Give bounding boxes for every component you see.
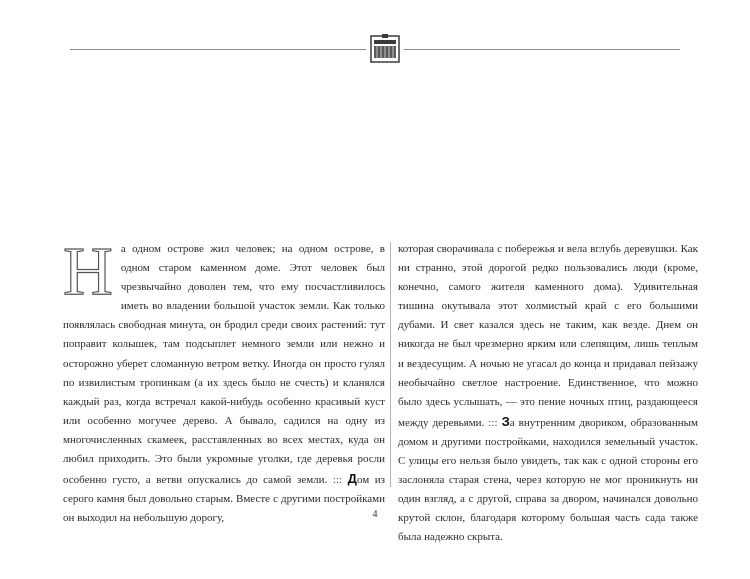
left-paragraph-text-2: ом из серого камня был довольно старым. Вместе с другими постройками он выходил на небольшую дорогу, — [63, 474, 386, 525]
right-paragraph — [398, 240, 698, 548]
right-paragraph-text-1: которая сворачивала с побережья и вела вглубь деревушки. Как ни странно, этой дорогой редко пользовались люди (кроме, конечно, самого жителя каменного дома). Удивительная тишина окутывала этот холмистый край с его большими дубами. И свет казался здесь не таким, как везде. Днем он никогда не был чрезмерно ярким или слепящим, лишь теплым и вездесущим. А ночью не угасал до конца и придавал пейзажу необычайно светлое настроение. Единственное, что можно было здесь услышать, — это пение ночных птиц, раздающееся между деревьями. — [398, 243, 698, 429]
section-separator: ::: — [332, 474, 343, 487]
left-text-column — [63, 233, 386, 528]
column-divider — [390, 242, 391, 487]
inline-capital: З — [501, 413, 510, 429]
drop-cap: Н — [63, 233, 113, 309]
inline-capital: Д — [347, 471, 357, 487]
right-text-column — [398, 240, 698, 548]
left-paragraph-text-1: а одном острове жил человек; на одном острове, в одном старом каменном доме. Этот человек был чрезвычайно доволен тем, что ему посчастливилось иметь во владении большой участок земли. Как только появлялась свободная минута, он бродил среди своих растений: тут поправит колышек, там подсыплет немного земли или нежно и осторожно уберет сломанную ветром ветку. Иногда он просто гулял по извилистым тропинкам (а их здесь было не счесть) и кланялся каждый раз, когда встречал какой-нибудь особенно красивый куст или особенно могучее дерево. А бывало, садился на одну из многочисленных скамеек, расставленных во всех местах, куда он любил приходить. Это были укромные уголки, где деревья росли особенно густо, а ветви опускались до самой земли. — [63, 243, 385, 487]
header-rule-left — [70, 49, 366, 50]
header-rule-right — [404, 49, 680, 50]
book-chest-icon — [369, 34, 401, 64]
left-paragraph — [63, 233, 386, 528]
right-paragraph-text-2: а внутренним двориком, образованным домом и другими постройками, находился земельный участок. С улицы его нельзя было увидеть, так как с одной стороны его заслоняла старая стена, через которую не мог проникнуть ни один взгляд, а с другой, справа за двором, начинался довольно крутой склон, благодаря которому большая часть сада также была надежно скрыта. — [398, 416, 698, 544]
page-number: 4 — [372, 509, 378, 520]
section-separator: ::: — [488, 416, 498, 429]
